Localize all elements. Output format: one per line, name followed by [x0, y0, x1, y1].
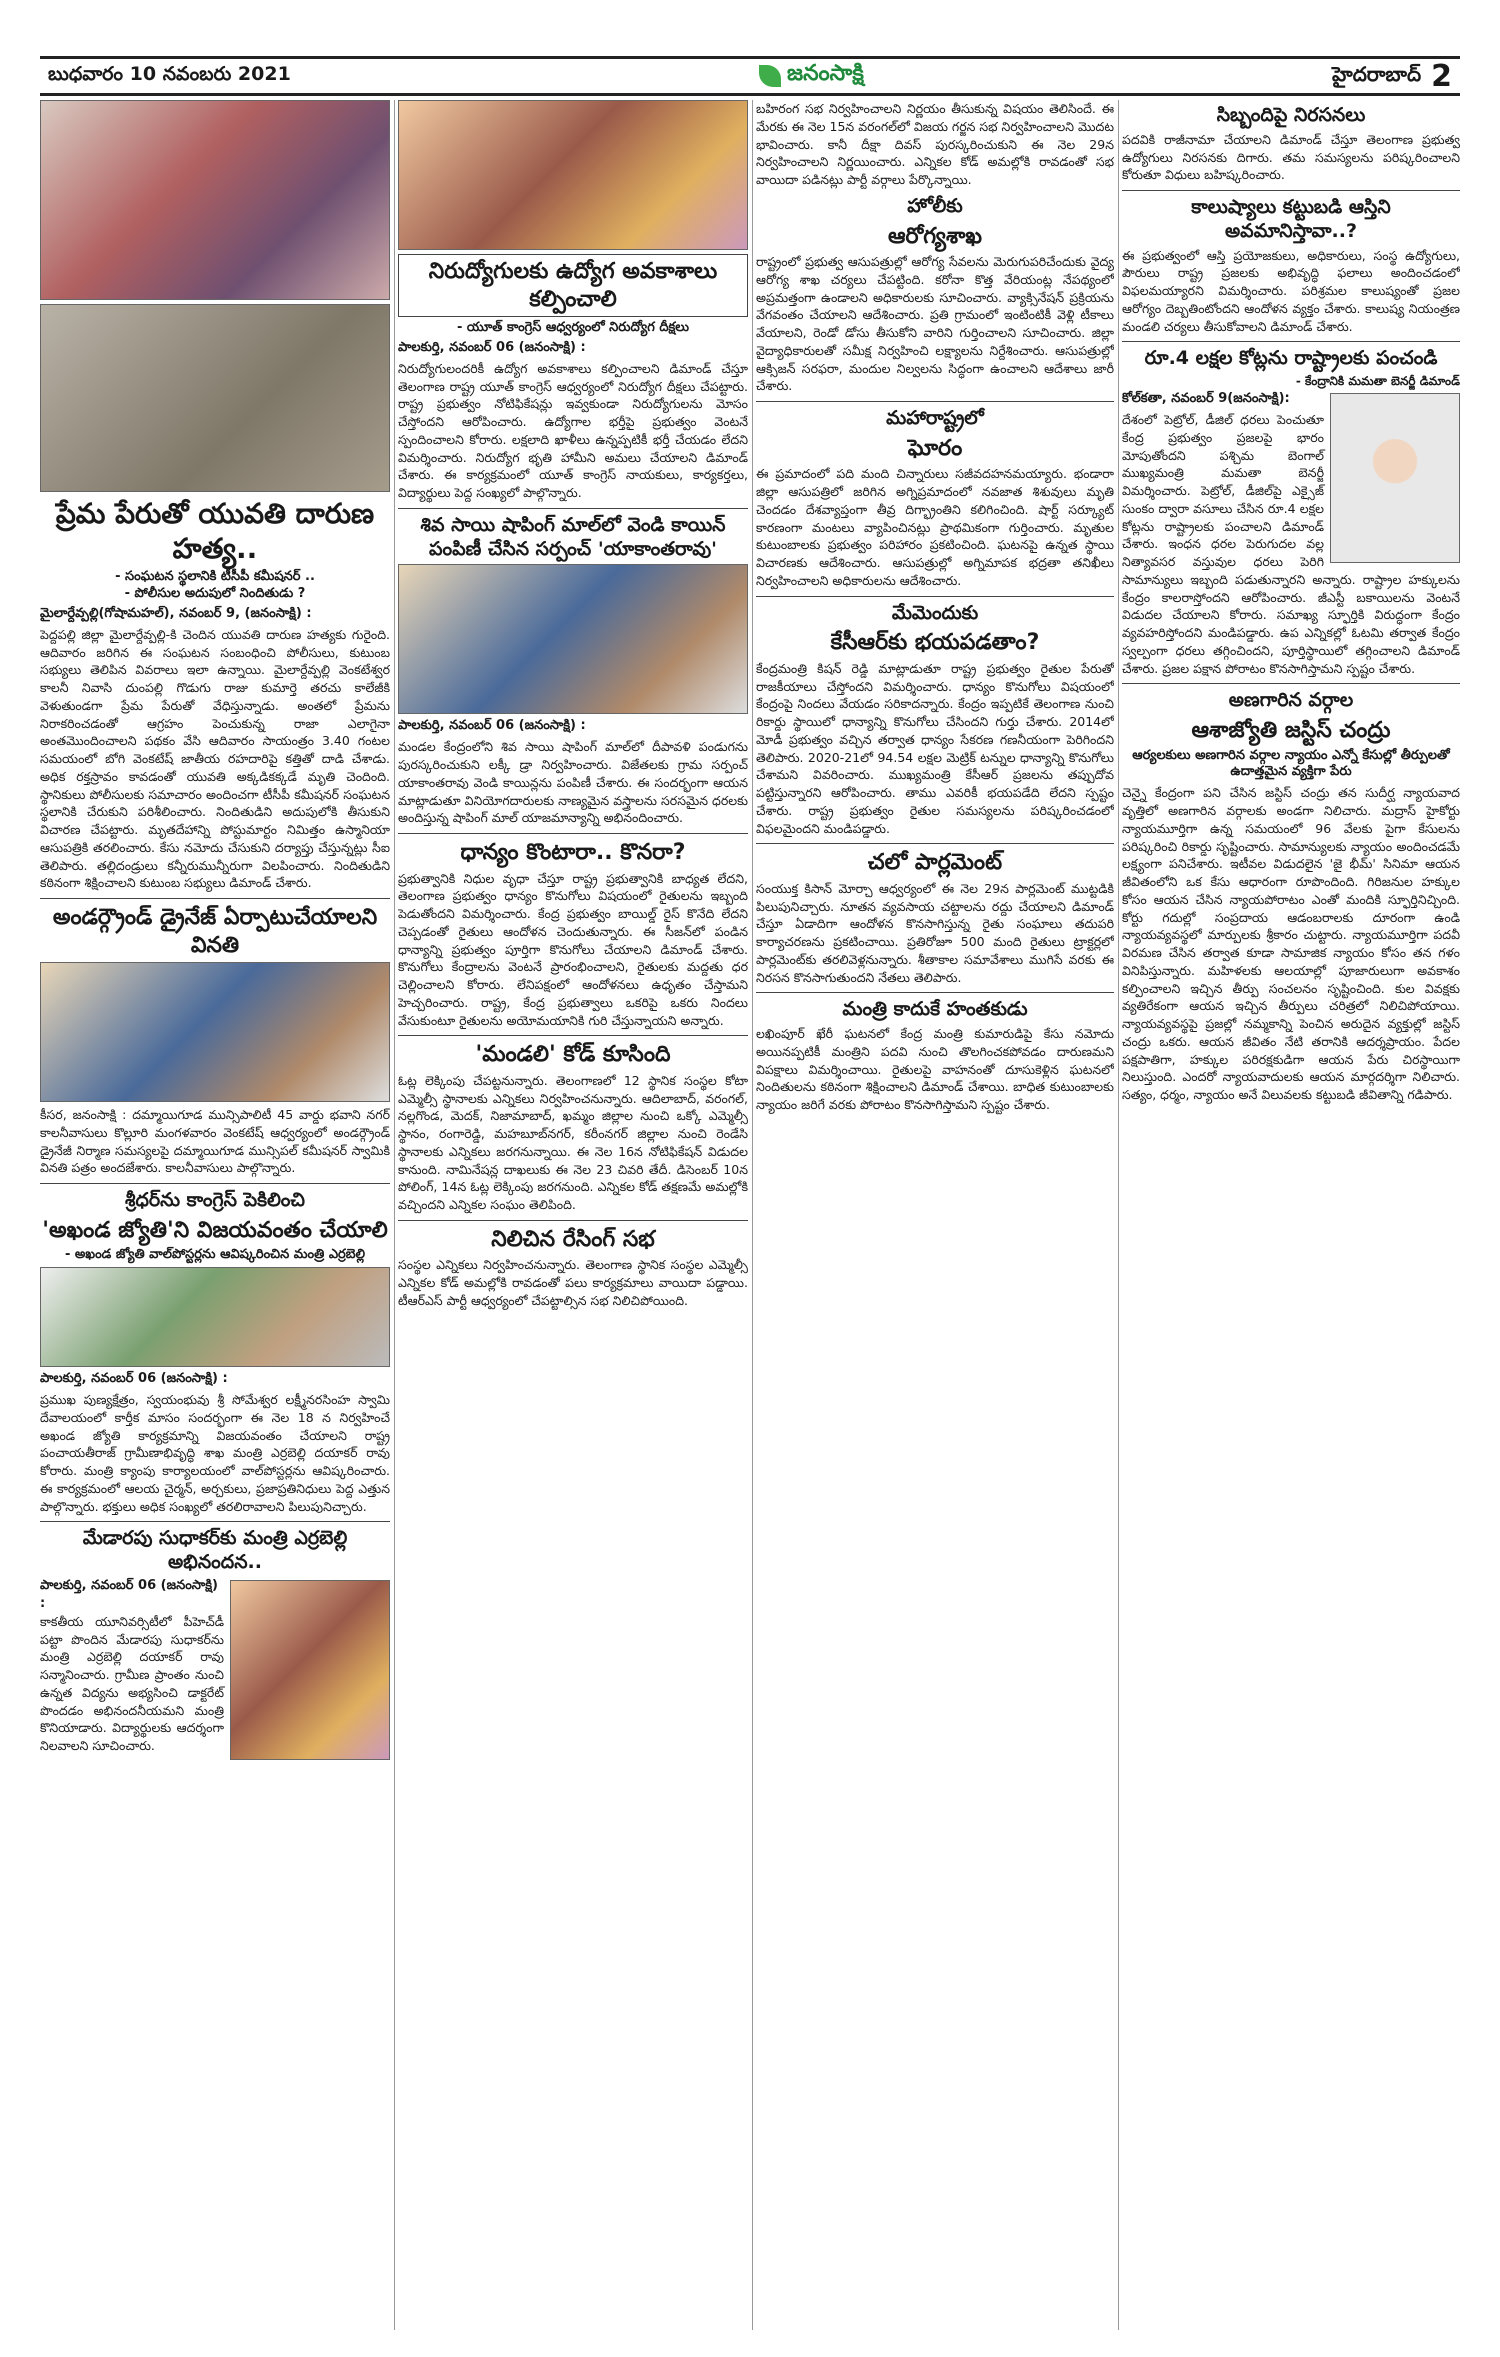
article-subheadline: - కేంద్రానికి మమతా బెనర్జీ డిమాండ్: [1295, 374, 1460, 388]
article-body: బహిరంగ సభ నిర్వహించాలని నిర్ణయం తీసుకున్న విషయం తెలిసిందే. ఈ మేరకు ఈ నెల 15న వరంగల్‌లో విజయ గర్జన సభ నిర్వహించాలని మొదట భావించారు. కానీ దీక్షా దివస్ పురస్కరించుకుని ఈ నెల 29న నిర్వహించాలని నిర్ణయించారు. ఎన్నికల కోడ్ అమల్లోకి రావడంతో సభ వాయిదా పడినట్లు పార్టీ వర్గాలు పేర్కొన్నాయి.: [756, 101, 1114, 187]
article-headline: నిలిచిన రేసింగ్ సభ: [491, 1226, 655, 1252]
article-dateline: పాలకుర్తి, నవంబర్ 06 (జనంసాక్షి) :: [40, 1577, 218, 1611]
article-headline: ధాన్యం కొంటారా.. కొనరా?: [460, 840, 686, 866]
column-divider: [394, 100, 395, 2330]
brand-logo: [759, 61, 864, 91]
article-headline: సిబ్బందిపై నిరసనలు: [1216, 104, 1366, 126]
article-headline: శివ సాయి షాపింగ్ మాల్‌లో వెండి కాయిన్ పంపిణీ చేసిన సర్పంచ్ 'యాకాంతరావు': [420, 513, 726, 560]
divider: [40, 898, 390, 899]
article-body: ప్రముఖ పుణ్యక్షేత్రం, స్వయంభువు శ్రీ సోమేశ్వర లక్ష్మీనరసింహ స్వామి దేవాలయంలో కార్తీక మాసం సందర్భంగా ఈ నెల 18 న నిర్వహించే అఖండ జ్యోతి కార్యక్రమాన్ని విజయవంతం చేయాలని రాష్ట్ర పంచాయతీరాజ్ గ్రామీణాభివృద్ధి శాఖ మంత్రి ఎర్రబెల్లి దయాకర్ రావు కోరారు. మంత్రి క్యాంపు కార్యాలయంలో వాల్‌పోస్టర్లను ఆవిష్కరించారు. ఈ కార్యక్రమంలో ఆలయ చైర్మన్, అర్చకులు, ప్రజాప్రతినిధులు పెద్ద ఎత్తున పాల్గొన్నారు. భక్తులు అధిక సంఖ్యలో తరలిరావాలని పిలుపునిచ్చారు.: [40, 1392, 390, 1514]
article-headline: మేడారపు సుధాకర్‌కు మంత్రి ఎర్రబెల్లి అభినందన..: [82, 1527, 348, 1574]
article-subheadline: ఆర్యలకులు అణగారిన వర్గాల న్యాయం ఎన్నో కేసుల్లో తీర్పులతో ఉదాత్తమైన వ్యక్తిగా పేరు: [1132, 747, 1450, 780]
issue-date: బుధవారం 10 నవంబరు 2021: [48, 62, 291, 85]
divider: [40, 1521, 390, 1522]
article-subheadline: - అఖండ జ్యోతి వాల్‌పోస్టర్లను ఆవిష్కరించిన మంత్రి ఎర్రబెల్లి: [64, 1247, 366, 1263]
column-3: [756, 100, 1114, 2330]
article-kicker: అణగారిన వర్గాల: [1228, 689, 1354, 712]
divider: [40, 1183, 390, 1184]
article-dateline: మైలార్దేవ్పల్లి(గోషామహల్), నవంబర్ 9, (జనంసాక్షి) :: [40, 605, 312, 621]
divider: [398, 508, 748, 509]
article-body: లఖింపూర్ ఖేరీ ఘటనలో కేంద్ర మంత్రి కుమారుడిపై కేసు నమోదు అయినప్పటికీ మంత్రిని పదవి నుంచి తొలగించకపోవడం దారుణమని విపక్షాలు విమర్శించాయి. రైతులపై వాహనంతో దూసుకెళ్లిన ఘటనలో నిందితులను కఠినంగా శిక్షించాలని డిమాండ్ చేశాయి. బాధిత కుటుంబాలకు న్యాయం జరిగే వరకు పోరాటం కొనసాగిస్తామని స్పష్టం చేశారు.: [756, 1026, 1114, 1112]
divider: [756, 992, 1114, 993]
article-body: దేశంలో పెట్రోల్, డీజిల్ ధరలు పెంచుతూ కేంద్ర ప్రభుత్వం ప్రజలపై భారం మోపుతోందని పశ్చిమ బెంగాల్ ముఖ్యమంత్రి మమతా బెనర్జీ విమర్శించారు. పెట్రోల్, డీజిల్‌పై ఎక్సైజ్ సుంకం ద్వారా వసూలు చేసిన రూ.4 లక్షల కోట్లను రాష్ట్రాలకు పంచాలని డిమాండ్ చేశారు. ఇంధన ధరల పెరుగుదల వల్ల నిత్యావసర వస్తువుల ధరలు పెరిగి సామాన్యులు ఇబ్బంది పడుతున్నారని అన్నారు. రాష్ట్రాల హక్కులను కేంద్రం కాలరాస్తోందని ఆరోపించారు. జీఎస్టీ బకాయిలను వెంటనే విడుదల చేయాలని కోరారు. సమాఖ్య స్ఫూర్తికి విరుద్ధంగా కేంద్రం వ్యవహరిస్తోందని మండిపడ్డారు. ఉప ఎన్నికల్లో ఓటమి తర్వాత కేంద్రం స్వల్పంగా ధరలు తగ్గించిందని, పూర్తిస్థాయిలో తగ్గించాలని డిమాండ్ చేశారు. ప్రజల పక్షాన పోరాటం కొనసాగిస్తామని స్పష్టం చేశారు.: [1122, 412, 1460, 676]
article-subheadline: - యూత్ కాంగ్రెస్ ఆధ్వర్యంలో నిరుద్యోగ దీక్షలు: [456, 320, 690, 335]
divider: [1122, 190, 1460, 191]
article-headline-2: ఆరోగ్యశాఖ: [887, 223, 983, 249]
divider: [398, 1220, 748, 1221]
divider: [1122, 683, 1460, 684]
article-headline: హోలీకు: [907, 194, 963, 217]
article-body: ఈ ప్రభుత్వంలో ఆస్తి ప్రయోజకులు, అధికారులు, సంస్థ ఉద్యోగులు, పౌరులు రాష్ట్ర ప్రజలకు అభివృద్ధి ఫలాలు అందించడంలో విఫలమయ్యారని విమర్శించారు. పరిశ్రమల కాలుష్యంతో ప్రజల ఆరోగ్యం దెబ్బతింటోందని ఆందోళన వ్యక్తం చేశారు. కాలుష్య నియంత్రణ మండలి చర్యలు తీసుకోవాలని డిమాండ్ చేశారు.: [1122, 247, 1460, 334]
article-body: నిరుద్యోగులందరికీ ఉద్యోగ అవకాశాలు కల్పించాలని డిమాండ్ చేస్తూ తెలంగాణ రాష్ట్ర యూత్ కాంగ్రెస్ ఆధ్వర్యంలో నిరుద్యోగ దీక్షలు చేపట్టారు. రాష్ట్ర ప్రభుత్వం నోటిఫికేషన్లు ఇవ్వకుండా నిరుద్యోగులను మోసం చేస్తోందని ఆరోపించారు. ఉద్యోగాల భర్తీపై ప్రభుత్వం వెంటనే స్పందించాలని కోరారు. లక్షలాది ఖాళీలు ఉన్నప్పటికీ భర్తీ చేయడం లేదని విమర్శించారు. నిరుద్యోగ భృతి హామీని అమలు చేయాలని డిమాండ్ చేశారు. ఈ కార్యక్రమంలో యూత్ కాంగ్రెస్ నాయకులు, కార్యకర్తలు, విద్యార్థులు పెద్ద సంఖ్యలో పాల్గొన్నారు.: [398, 360, 748, 501]
police-officials-photo: [40, 304, 390, 492]
felicitation-photo: [230, 1580, 390, 1760]
article-body: పదవికి రాజీనామా చేయాలని డిమాండ్ చేస్తూ తెలంగాణ ప్రభుత్వ ఉద్యోగులు నిరసనకు దిగారు. తమ సమస్యలను పరిష్కరించాలని కోరుతూ విధులు బహిష్కరించారు.: [1122, 131, 1460, 183]
article-headline-2: ఘోరం: [907, 435, 963, 461]
masthead: [40, 56, 1460, 96]
leaf-icon: [759, 65, 781, 87]
page-number: 2: [1431, 58, 1452, 94]
poster-launch-photo: [40, 1267, 390, 1367]
article-headline: అండర్గ్రౌండ్ డ్రైనేజ్ ఏర్పాటుచేయాలని వినతి: [52, 905, 378, 958]
article-body: కీసర, జనంసాక్షి : దమ్మాయిగూడ మున్సిపాలిటీ 45 వార్డు భవాని నగర్ కాలనీవాసులు కొల్లూరి మంగళవారం వెంకటేష్ ఆధ్వర్యంలో అండర్గ్రౌండ్ డ్రైనేజీ నిర్మాణ సమస్యలపై దమ్మాయిగూడ మున్సిపల్ కమీషనర్ స్వామికి వినతి పత్రం అందజేశారు. కాలనీవాసులు పాల్గొన్నారు.: [40, 1107, 390, 1176]
column-divider: [752, 100, 753, 2330]
article-headline: శ్రీధర్‌ను కాంగ్రెస్ పెకిలించి: [125, 1189, 305, 1212]
divider: [1122, 341, 1460, 342]
article-headline: ప్రేమ పేరుతో యువతి దారుణ హత్య..: [55, 497, 375, 565]
article-body: కాకతీయ యూనివర్సిటీలో పీహెచ్‌డీ పట్టా పొందిన మేడారపు సుధాకర్‌ను మంత్రి ఎర్రబెల్లి దయాకర్ రావు సన్మానించారు. గ్రామీణ ప్రాంతం నుంచి ఉన్నత విద్యను అభ్యసించి డాక్టరేట్ పొందడం అభినందనీయమని మంత్రి కొనియాడారు. విద్యార్థులకు ఆదర్శంగా నిలవాలని సూచించారు.: [40, 1613, 224, 1754]
article-body: చెన్నై కేంద్రంగా పని చేసిన జస్టిస్ చంద్రు తన సుదీర్ఘ న్యాయవాద వృత్తిలో అణగారిన వర్గాలకు అండగా నిలిచారు. మద్రాస్ హైకోర్టు న్యాయమూర్తిగా ఉన్న సమయంలో 96 వేలకు పైగా కేసులను పరిష్కరించి రికార్డు సృష్టించారు. సామాన్యులకు న్యాయం అందించడమే లక్ష్యంగా పనిచేశారు. ఇటీవల విడుదలైన 'జై భీమ్' సినిమా ఆయన జీవితంలోని ఒక కేసు ఆధారంగా రూపొందింది. గిరిజనుల హక్కుల కోసం ఆయన చేసిన న్యాయపోరాటం ఎంతో మందికి స్ఫూర్తినిచ్చింది. కోర్టు గదుల్లో సంప్రదాయ ఆడంబరాలకు దూరంగా ఉండి న్యాయవ్యవస్థలో మార్పులకు శ్రీకారం చుట్టారు. న్యాయమూర్తిగా పదవీ విరమణ చేసిన తర్వాత కూడా సామాజిక న్యాయం కోసం తన గళం వినిపిస్తున్నారు. మహిళలకు ఆలయాల్లో పూజారులుగా అవకాశం కల్పించాలని ఇచ్చిన తీర్పు సంచలనం సృష్టించింది. కుల వివక్షకు వ్యతిరేకంగా ఆయన ఇచ్చిన తీర్పులు చరిత్రలో నిలిచిపోయాయి. న్యాయవ్యవస్థపై ప్రజల్లో నమ్మకాన్ని పెంచిన అరుదైన వ్యక్తుల్లో జస్టిస్ చంద్రు ఒకరు. ఆయన జీవితం నేటి తరానికి ఆదర్శప్రాయం. పేదల పక్షపాతిగా, హక్కుల పరిరక్షకుడిగా ఆయన పేరు చిరస్థాయిగా నిలుస్తుంది. ఎందరో న్యాయవాదులకు ఆయన మార్గదర్శిగా నిలిచారు. సత్యం, ధర్మం, న్యాయం అనే విలువలకు కట్టుబడి జీవితాన్ని గడిపారు.: [1122, 785, 1460, 1103]
column-1: [40, 100, 390, 2330]
edition-city: హైదరాబాద్: [1332, 61, 1422, 86]
divider: [756, 843, 1114, 844]
article-body: మండల కేంద్రంలోని శివ సాయి షాపింగ్ మాల్‌లో దీపావళి పండుగను పురస్కరించుకుని లక్కీ డ్రా నిర్వహించారు. విజేతలకు గ్రామ సర్పంచ్ యాకాంతరావు వెండి కాయిన్లను పంపిణీ చేశారు. ఈ సందర్భంగా ఆయన మాట్లాడుతూ వినియోగదారులకు నాణ్యమైన వస్త్రాలను సరసమైన ధరలకు అందిస్తున్న షాపింగ్ మాల్ యాజమాన్యాన్ని అభినందించారు.: [398, 739, 748, 826]
column-divider: [1118, 100, 1119, 2330]
article-headline: ఆశాజ్యోతి జస్టిస్ చంద్రు: [1191, 718, 1391, 743]
article-headline: రూ.4 లక్షల కోట్లను రాష్ట్రాలకు పంచండి: [1144, 347, 1438, 370]
article-subheadline: - సంఘటన స్థలానికి టీసీపీ కమీషనర్ .. - పోలీసుల అదుపులో నిందితుడు ?: [115, 569, 315, 601]
article-body: సంయుక్త కిసాన్ మోర్చా ఆధ్వర్యంలో ఈ నెల 29న పార్లమెంట్ ముట్టడికి పిలుపునిచ్చారు. నూతన వ్యవసాయ చట్టాలను రద్దు చేయాలని డిమాండ్ చేస్తూ ఏడాదిగా ఆందోళన కొనసాగిస్తున్న రైతు సంఘాలు తదుపరి కార్యాచరణను ప్రకటించాయి. ప్రతిరోజూ 500 మంది రైతులు ట్రాక్టర్లలో పార్లమెంట్‌కు తరలివెళ్లనున్నారు. శీతాకాల సమావేశాలు ముగిసే వరకు ఈ నిరసన కొనసాగుతుందని నేతలు తెలిపారు.: [756, 880, 1114, 985]
article-headline: 'మండలి' కోడ్ కూసింది: [475, 1042, 671, 1068]
divider: [398, 1035, 748, 1036]
brand-name: జనంసాక్షి: [786, 61, 864, 86]
article-body: ఈ ప్రమాదంలో పది మంది చిన్నారులు సజీవదహనమయ్యారు. భండారా జిల్లా ఆసుపత్రిలో జరిగిన అగ్నిప్రమాదంలో నవజాత శిశువులు మృతి చెందడం దేశవ్యాప్తంగా తీవ్ర దిగ్భ్రాంతిని కలిగించింది. షార్ట్ సర్క్యూట్ కారణంగా మంటలు వ్యాపించినట్లు ప్రాథమికంగా గుర్తించారు. మృతుల కుటుంబాలకు ప్రభుత్వం పరిహారం ప్రకటించింది. ఘటనపై ఉన్నత స్థాయి విచారణకు ఆదేశించారు. ఆసుపత్రుల్లో అగ్నిమాపక భద్రతా తనిఖీలు నిర్వహించాలని అధికారులను ఆదేశించారు.: [756, 466, 1114, 588]
shopping-mall-photo: [398, 564, 748, 714]
mamata-banerjee-photo: [1330, 393, 1460, 563]
article-dateline: కోల్‌కతా, నవంబర్ 9(జనంసాక్షి):: [1122, 391, 1290, 406]
article-headline-2: 'అఖండ జ్యోతి'ని విజయవంతం చేయాలి: [42, 1217, 388, 1243]
article-body: రాష్ట్రంలో ప్రభుత్వ ఆసుపత్రుల్లో ఆరోగ్య సేవలను మెరుగుపరిచేందుకు వైద్య ఆరోగ్య శాఖ చర్యలు చేపట్టింది. కరోనా కొత్త వేరియంట్ల నేపథ్యంలో అప్రమత్తంగా ఉండాలని అధికారులకు సూచించారు. వ్యాక్సినేషన్ ప్రక్రియను వేగవంతం చేయాలని ఆదేశించారు. ప్రతి గ్రామంలో ఇంటింటికీ వెళ్లి టీకాలు వేయాలని, రెండో డోసు తీసుకోని వారిని గుర్తించాలని సూచించారు. జిల్లా వైద్యాధికారులతో సమీక్ష నిర్వహించి లక్ష్యాలను నిర్దేశించారు. ఆసుపత్రుల్లో ఆక్సిజన్ సరఫరా, మందుల నిల్వలను సిద్ధంగా ఉంచాలని ఆదేశాలు జారీ చేశారు.: [756, 254, 1114, 394]
article-headline: కాలుష్యాలు కట్టుబడి ఆస్తిని అవమానిస్తావా..?: [1191, 196, 1391, 242]
divider: [756, 596, 1114, 597]
youth-congress-protest-photo: [398, 100, 748, 250]
article-body: ప్రభుత్వానికి నిధుల వృధా చేస్తూ రాష్ట్ర ప్రభుత్వానికి బాధ్యత లేదని, తెలంగాణ ప్రభుత్వం ధాన్యం కొనుగోలు విషయంలో రైతులను ఇబ్బంది పెడుతోందని విమర్శించారు. కేంద్ర ప్రభుత్వం బాయిల్డ్ రైస్ కొనేది లేదని చెప్పడంతో రైతులు ఆందోళన చెందుతున్నారు. ఈ సీజన్‌లో పండిన ధాన్యాన్ని ప్రభుత్వం పూర్తిగా కొనుగోలు చేయాలని డిమాండ్ చేశారు. కొనుగోలు కేంద్రాలను వెంటనే ప్రారంభించాలని, రైతులకు మద్దతు ధర చెల్లించాలని కోరారు. లేనిపక్షంలో ఆందోళనలు ఉధృతం చేస్తామని హెచ్చరించారు. రాష్ట్ర, కేంద్ర ప్రభుత్వాలు ఒకరిపై ఒకరు నిందలు వేసుకుంటూ రైతులను అయోమయానికి గురి చేస్తున్నాయని అన్నారు.: [398, 870, 748, 1028]
column-2: [398, 100, 748, 2330]
article-headline: మహారాష్ట్రలో: [886, 407, 984, 429]
article-body: సంస్థల ఎన్నికలు నిర్వహించనున్నారు. తెలంగాణ స్థానిక సంస్థల ఎమ్మెల్సీ ఎన్నికల కోడ్ అమల్లోకి రావడంతో పలు కార్యక్రమాలు వాయిదా పడ్డాయి. టీఆర్ఎస్ పార్టీ ఆధ్వర్యంలో చేపట్టాల్సిన సభ నిలిచిపోయింది.: [398, 1257, 748, 1308]
article-dateline: పాలకుర్తి, నవంబర్ 06 (జనంసాక్షి) :: [398, 339, 586, 355]
article-body: ఓట్ల లెక్కింపు చేపట్టనున్నారు. తెలంగాణలో 12 స్థానిక సంస్థల కోటా ఎమ్మెల్సీ స్థానాలకు ఎన్నికలు నిర్వహించనున్నారు. ఆదిలాబాద్, వరంగల్, నల్లగొండ, మెదక్, నిజామాబాద్, ఖమ్మం జిల్లాల నుంచి ఒక్కో ఎమ్మెల్సీ స్థానం, రంగారెడ్డి, మహబూబ్‌నగర్, కరీంనగర్ జిల్లాల నుంచి రెండేసి స్థానాలకు ఎన్నికలు జరగనున్నాయి. ఈ నెల 16న నోటిఫికేషన్ విడుదల కానుంది. నామినేషన్ల దాఖలుకు ఈ నెల 23 చివరి తేదీ. డిసెంబర్ 10న పోలింగ్, 14న ఓట్ల లెక్కింపు జరగనుంది. ఎన్నికల కోడ్ తక్షణమే అమల్లోకి వచ్చిందని ఎన్నికల సంఘం తెలిపింది.: [398, 1072, 748, 1213]
crime-scene-photo: [40, 100, 390, 300]
petition-photo: [40, 962, 390, 1102]
article-body: కేంద్రమంత్రి కిషన్ రెడ్డి మాట్లాడుతూ రాష్ట్ర ప్రభుత్వం రైతుల పేరుతో రాజకీయాలు చేస్తోందని విమర్శించారు. ధాన్యం కొనుగోలు విషయంలో కేంద్రంపై నిందలు వేయడం సరికాదన్నారు. కేంద్రం ఇప్పటికే తెలంగాణ నుంచి రికార్డు స్థాయిలో ధాన్యాన్ని కొనుగోలు చేసిందని గుర్తు చేశారు. 2014లో మోడీ ప్రభుత్వం వచ్చిన తర్వాత ధాన్యం సేకరణ గణనీయంగా పెరిగిందని తెలిపారు. 2020-21లో 94.54 లక్షల మెట్రిక్ టన్నుల ధాన్యాన్ని కొనుగోలు చేశామని వివరించారు. ముఖ్యమంత్రి కేసీఆర్ ప్రజలను తప్పుదోవ పట్టిస్తున్నారని ఆరోపించారు. తాము ఎవరికీ భయపడేది లేదని స్పష్టం చేశారు. రాష్ట్ర ప్రభుత్వం రైతుల సమస్యలను పరిష్కరించడంలో విఫలమైందని మండిపడ్డారు.: [756, 660, 1114, 836]
article-headline: మంత్రి కాదుకే హంతకుడు: [842, 998, 1028, 1021]
edition: [1332, 59, 1452, 94]
article-headline: మేమెందుకు: [891, 601, 979, 624]
article-headline: నిరుద్యోగులకు ఉద్యోగ అవకాశాలు కల్పించాలి: [398, 254, 748, 317]
divider: [756, 401, 1114, 402]
article-dateline: పాలకుర్తి, నవంబర్ 06 (జనంసాక్షి) :: [40, 1371, 228, 1387]
article-headline: చలో పార్లమెంట్: [867, 850, 1003, 876]
column-4: [1122, 100, 1460, 2330]
article-dateline: పాలకుర్తి, నవంబర్ 06 (జనంసాక్షి) :: [398, 718, 586, 734]
divider: [398, 833, 748, 834]
article-body: పెద్దపల్లి జిల్లా మైలార్దేవ్పల్లి-కి చెందిన యువతి దారుణ హత్యకు గురైంది. ఆదివారం జరిగిన ఈ సంఘటన సంబంధించి పోలీసులు, కుటుంబ సభ్యులు తెలిపిన వివరాలు ఇలా ఉన్నాయి. మైలార్దేవ్పల్లి వెంకటేశ్వర కాలనీ నివాసి దుంపల్లి గొడుగు రాజు కుమార్తె తరచు కాలేజీకి వెళుతుండగా ప్రేమ పేరుతో వేధిస్తున్నాడు. అంతలో ప్రేమను నిరాకరించడంతో ఆగ్రహం పెంచుకున్న రాజా ఎలాగైనా అంతమొందించాలని పథకం వేసి ఆదివారం సాయంత్రం 3.40 గంటల సమయంలో బోగి వెంకటేష్ జాతీయ రహదారిపై కత్తితో దాడి చేశాడు. అధిక రక్తస్రావం కావడంతో యువతి అక్కడికక్కడే మృతి చెందింది. స్థానికులు పోలీసులకు సమాచారం అందించగా టీసీపీ కమీషనర్ సంఘటన స్థలానికి చేరుకుని పరిశీలించారు. నిందితుడిని అదుపులోకి తీసుకుని విచారణ చేపట్టారు. మృతదేహాన్ని పోస్టుమార్టం నిమిత్తం ఉస్మానియా ఆసుపత్రికి తరలించారు. కేసు నమోదు చేసుకుని దర్యాప్తు చేస్తున్నట్లు సీఐ తెలిపారు. తల్లిదండ్రులు కన్నీరుమున్నీరుగా విలపించారు. నిందితుడిని కఠినంగా శిక్షించాలని కుటుంబ సభ్యులు డిమాండ్ చేశారు.: [40, 626, 390, 891]
article-headline-2: కేసీఆర్‌కు భయపడతాం?: [830, 630, 1040, 656]
